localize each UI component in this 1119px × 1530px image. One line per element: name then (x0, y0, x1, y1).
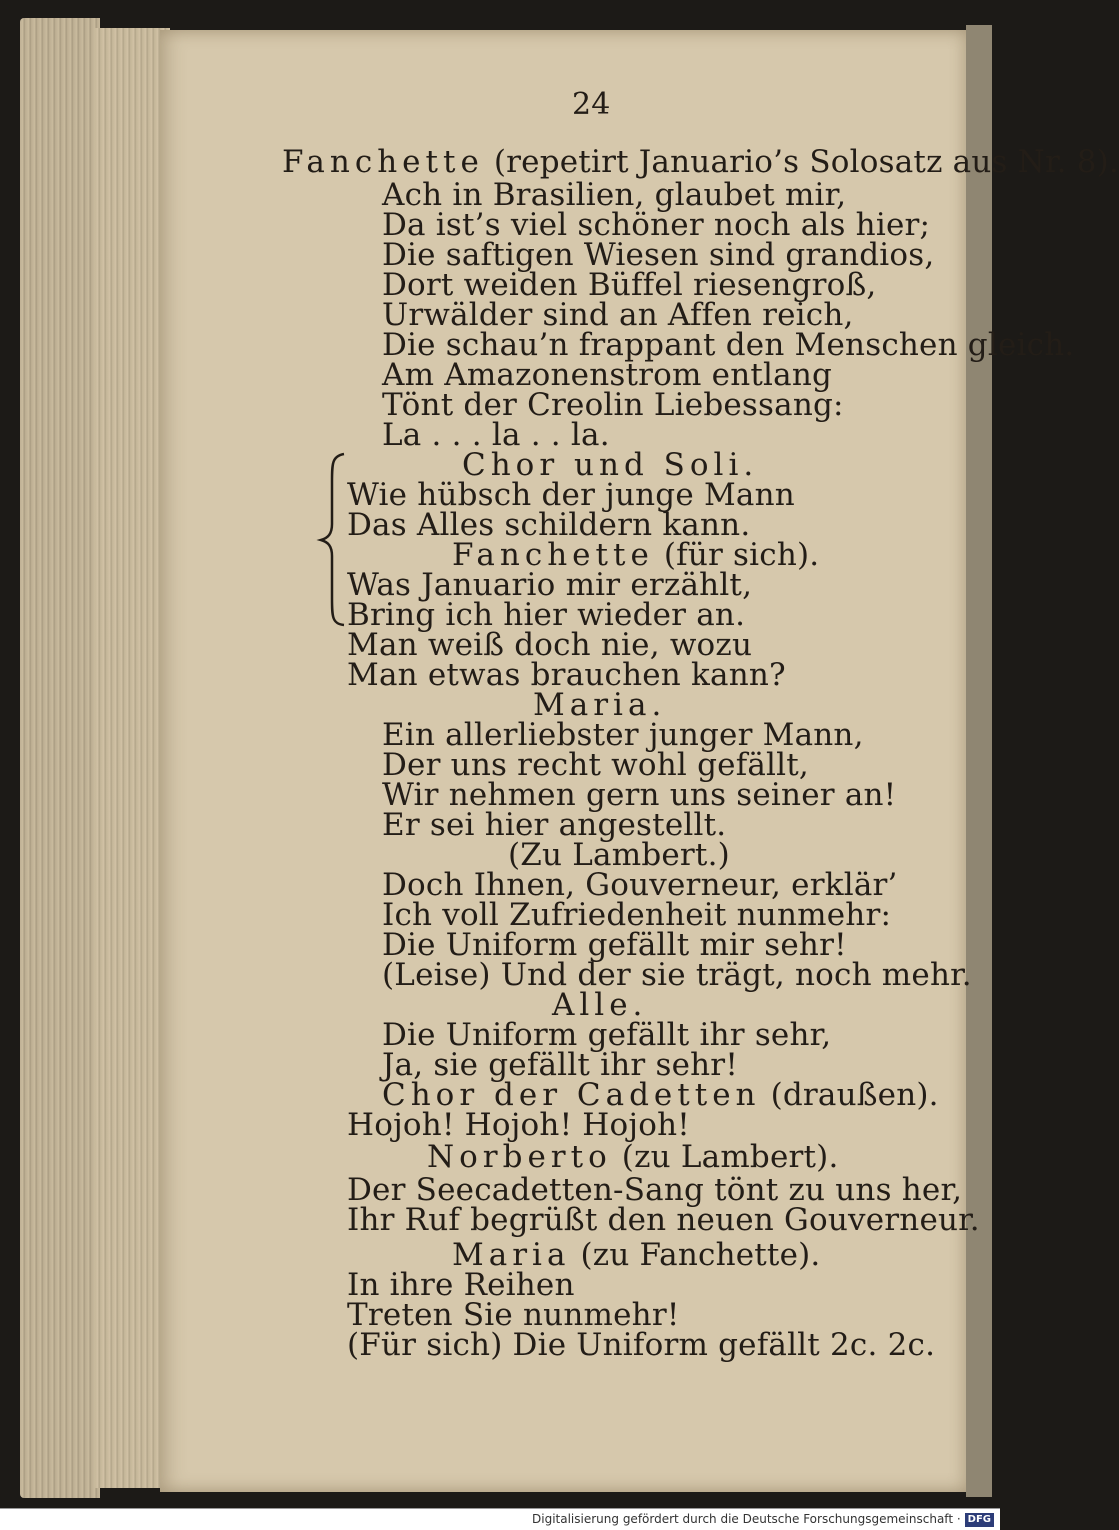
line-text: Man etwas brauchen kann? (347, 657, 786, 693)
line-text: Ich voll Zufriedenheit nunmehr: (382, 897, 892, 933)
line-text: Ach in Brasilien, glaubet mir, (382, 177, 847, 213)
line-text: Hojoh! Hojoh! Hojoh! (347, 1107, 690, 1143)
dfg-logo: DFG (965, 1513, 994, 1527)
line-text: Urwälder sind an Affen reich, (382, 297, 854, 333)
line-text: Die Uniform gefällt mir sehr! (382, 927, 847, 963)
line-text: (Zu Lambert.) (508, 837, 730, 873)
line-text: Das Alles schildern kann. (347, 507, 751, 543)
brace-bracket (318, 452, 348, 627)
text-line (382, 958, 972, 992)
line-text: La . . . la . . la. (382, 417, 610, 453)
page-number: 24 (572, 87, 611, 122)
speaker-name: Chor der Cadetten (382, 1077, 761, 1113)
line-text: (für sich). (653, 537, 820, 573)
line-text: Dort weiden Büffel riesengroß, (382, 267, 877, 303)
line-text: Bring ich hier wieder an. (347, 597, 746, 633)
line-text: Doch Ihnen, Gouverneur, erklär’ (382, 867, 898, 903)
line-text: Ja, sie gefällt ihr sehr! (382, 1047, 738, 1083)
line-text: (Für sich) Die Uniform gefällt 2c. 2c. (347, 1327, 936, 1363)
line-text: Treten Sie nunmehr! (347, 1297, 680, 1333)
line-text: Am Amazonenstrom entlang (382, 357, 833, 393)
speaker-name: Maria. (533, 687, 667, 723)
line-text: (zu Fanchette). (570, 1237, 821, 1273)
line-text: (draußen). (760, 1077, 939, 1113)
speaker-name: Chor und Soli. (462, 447, 759, 483)
speaker-name: Fanchette (452, 537, 654, 573)
text-line (282, 145, 1119, 179)
speaker-name: Maria (452, 1237, 571, 1273)
text-line (347, 1203, 980, 1237)
line-text: Wie hübsch der junge Mann (347, 477, 795, 513)
line-text: In ihre Reihen (347, 1267, 575, 1303)
line-text: Was Januario mir erzählt, (347, 567, 753, 603)
line-text: Da ist’s viel schöner noch als hier; (382, 207, 931, 243)
text-line (347, 1328, 935, 1362)
line-text: Die schau’n frappant den Menschen gleich. (382, 327, 1075, 363)
line-text: (Leise) Und der sie trägt, noch mehr. (382, 957, 972, 993)
speaker-name: Fanchette (282, 144, 484, 180)
line-text: (repetirt Januario’s Solosatz aus Nr. 8). (483, 144, 1119, 180)
line-text: Der uns recht wohl gefällt, (382, 747, 809, 783)
line-text: (zu Lambert). (611, 1139, 839, 1175)
speaker-name: Alle. (552, 987, 648, 1023)
line-text: Der Seecadetten-Sang tönt zu uns her, (347, 1172, 963, 1208)
line-text: Man weiß doch nie, wozu (347, 627, 753, 663)
page-margin-right (966, 25, 992, 1497)
footer-text: Digitalisierung gefördert durch die Deutsche Forschungsgemeinschaft · (532, 1512, 961, 1526)
text-line (427, 1140, 839, 1174)
line-text: Die saftigen Wiesen sind grandios, (382, 237, 935, 273)
page-edges (20, 18, 100, 1498)
page-edges-inner (95, 28, 170, 1488)
footer-bar (0, 1508, 1000, 1530)
line-text: Die Uniform gefällt ihr sehr, (382, 1017, 832, 1053)
text-line (347, 1108, 690, 1142)
line-text: Ihr Ruf begrüßt den neuen Gouverneur. (347, 1202, 980, 1238)
line-text: Wir nehmen gern uns seiner an! (382, 777, 897, 813)
line-text: Tönt der Creolin Liebessang: (382, 387, 844, 423)
line-text: Ein allerliebster junger Mann, (382, 717, 864, 753)
line-text: Er sei hier angestellt. (382, 807, 727, 843)
speaker-name: Norberto (427, 1139, 612, 1175)
